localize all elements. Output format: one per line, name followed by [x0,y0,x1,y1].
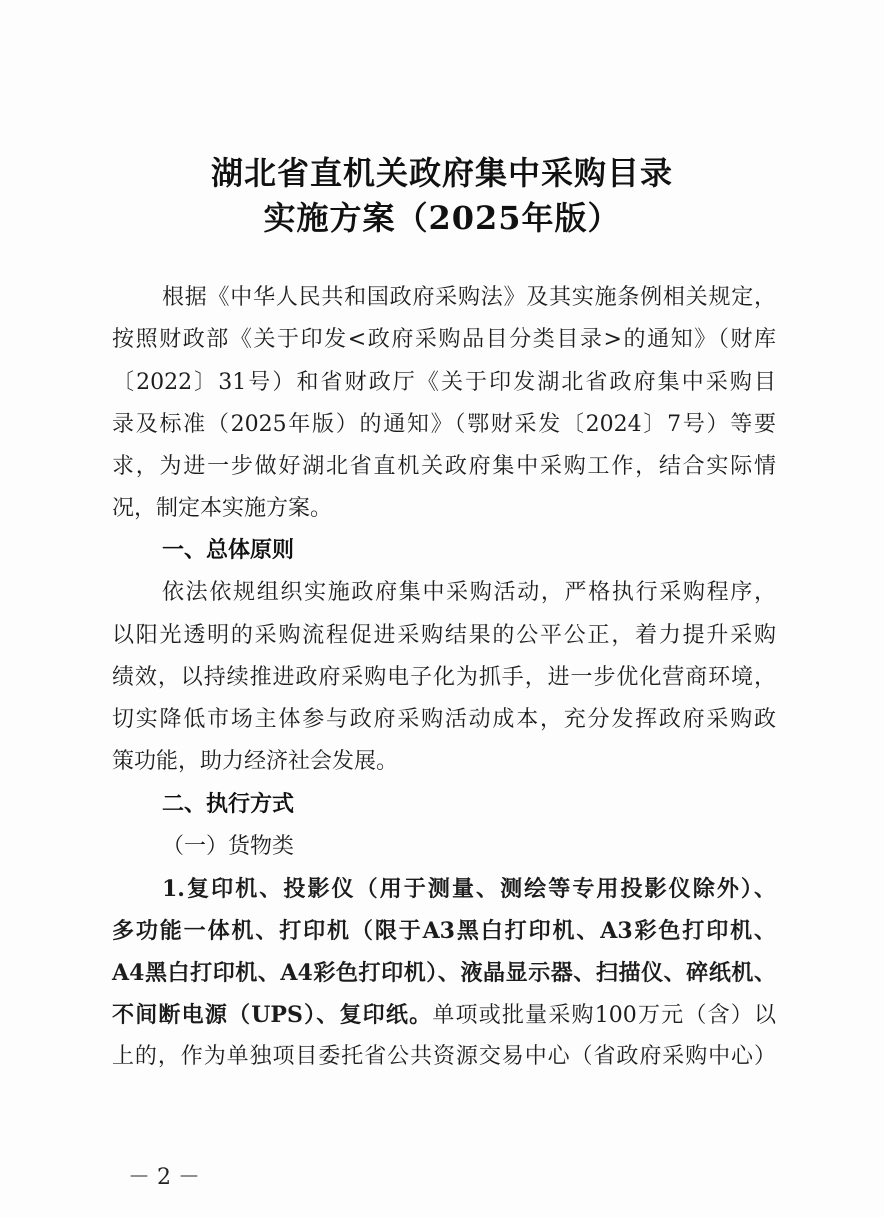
item1-line-4-bold: 不间断电源（UPS）、复印纸。 [112,1002,433,1028]
document-title-line1: 湖北省直机关政府集中采购目录 [210,154,673,192]
section1-line-5: 策功能，助力经济社会发展。 [112,749,399,774]
section1-line-2: 以阳光透明的采购流程促进采购结果的公平公正，着力提升采购 [112,623,776,648]
page-number: － 2 － [128,1165,200,1190]
intro-line-1: 根据《中华人民共和国政府采购法》及其实施条例相关规定， [162,285,776,310]
section2-heading: 二、执行方式 [162,792,295,817]
item1-line-1: 1.复印机、投影仪（用于测量、测绘等专用投影仪除外）、 [162,876,776,902]
intro-line-5: 求，为进一步做好湖北省直机关政府集中采购工作，结合实际情 [112,454,776,479]
item1-line-4-rest: 单项或批量采购100万元（含）以 [432,1003,776,1028]
item1-line-4 [112,1000,776,1031]
intro-line-4: 录及标准（2025年版）的通知》（鄂财采发〔2024〕7号）等要 [112,412,776,437]
item1-line-2: 多功能一体机、打印机（限于A3黑白打印机、A3彩色打印机、 [112,918,776,944]
intro-line-3: 〔2022〕31号）和省财政厅《关于印发湖北省政府集中采购目 [112,370,776,395]
item1-line-5: 上的，作为单独项目委托省公共资源交易中心（省政府采购中心） [112,1044,776,1069]
item1-line-3: A4黑白打印机、A4彩色打印机）、液晶显示器、扫描仪、碎纸机、 [112,960,776,986]
section1-line-3: 绩效，以持续推进政府采购电子化为抓手，进一步优化营商环境， [112,665,776,690]
document-title-line2: 实施方案（2025年版） [263,199,621,237]
intro-line-2: 按照财政部《关于印发<政府采购品目分类目录>的通知》（财库 [112,327,776,352]
subsection1-heading: （一）货物类 [162,834,295,859]
section1-heading: 一、总体原则 [162,538,295,563]
section1-line-4: 切实降低市场主体参与政府采购活动成本，充分发挥政府采购政 [112,707,776,732]
section1-line-1: 依法依规组织实施政府集中采购活动，严格执行采购程序， [162,580,776,605]
intro-line-6: 况，制定本实施方案。 [112,496,333,521]
